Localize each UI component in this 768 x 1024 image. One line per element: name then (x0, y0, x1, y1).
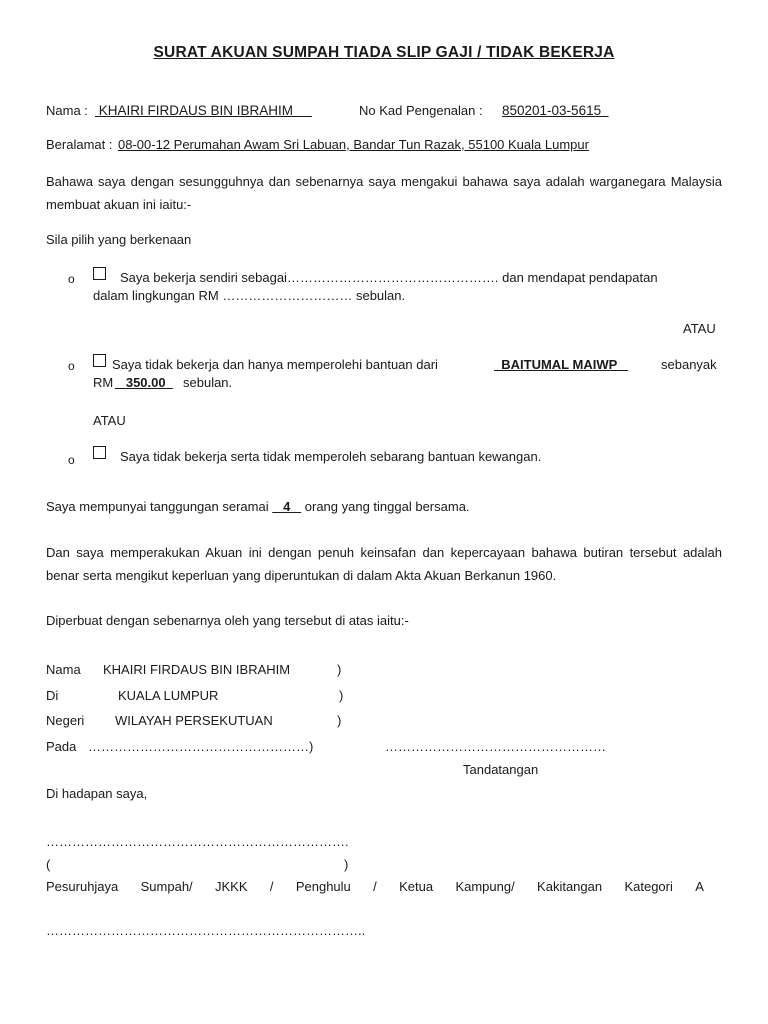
sig-paren: ) (337, 713, 342, 728)
sig-nama-label: Nama (46, 662, 81, 677)
role-word: Kampung/ (455, 879, 515, 894)
sig-signature-label: Tandatangan (463, 762, 539, 777)
dependents-after: orang yang tinggal bersama. (304, 499, 470, 514)
option3-text: Saya tidak bekerja serta tidak memperoleh sebarang bantuan kewangan. (120, 449, 542, 464)
ic-label: No Kad Pengenalan : (359, 103, 483, 118)
aid-source (494, 357, 628, 372)
dependents-count (272, 499, 301, 514)
role-word: Kategori (624, 879, 673, 894)
sig-pada-label: Pada (46, 739, 77, 754)
bullet-icon: o (68, 453, 75, 467)
sig-nama-value: KHAIRI FIRDAUS BIN IBRAHIM (103, 662, 291, 677)
role-word: / (269, 879, 274, 894)
option2-sebanyak: sebanyak (661, 357, 717, 372)
dependents-before: Saya mempunyai tanggungan seramai (46, 499, 269, 514)
nama-label: Nama : (46, 103, 88, 118)
role-word: / (373, 879, 377, 894)
checkbox-self-employed[interactable] (93, 267, 106, 280)
witness-close-paren: ) (344, 857, 349, 872)
checkbox-receives-aid[interactable] (93, 354, 106, 367)
aid-amount (115, 375, 173, 390)
witness-roles (46, 879, 704, 894)
or-label-2: ATAU (93, 413, 126, 428)
nama-value (95, 103, 312, 118)
ic-value-text: 850201-03-5615 (502, 103, 602, 118)
sig-signature-dots: …………………………………………… (385, 739, 606, 754)
aid-source-text: BAITUMAL MAIWP (501, 357, 618, 372)
sig-pada-dots: ……………………………………………) (88, 739, 314, 754)
dependents-count-text: 4 (283, 499, 291, 514)
option1-line1: Saya bekerja sendiri sebagai…………………………………………. dan mendapat pendapatan (120, 270, 658, 285)
role-word: A (695, 879, 704, 894)
role-word: Sumpah/ (140, 879, 193, 894)
alamat-label: Beralamat : (46, 137, 113, 152)
bullet-icon: o (68, 272, 75, 286)
role-word: JKKK (215, 879, 248, 894)
role-word: Kakitangan (537, 879, 603, 894)
declaration-paragraph: Dan saya memperakukan Akuan ini dengan penuh keinsafan dan kepercayaan bahawa butiran tersebut adalah benar serta mengikut keperluan yang diperuntukan di dalam Akta Akuan Berkanun 1960. (46, 545, 722, 583)
sig-di-value: KUALA LUMPUR (118, 688, 219, 703)
option2-sebulan: sebulan. (183, 375, 233, 390)
made-by-line: Diperbuat dengan sebenarnya oleh yang tersebut di atas iaitu:- (46, 613, 409, 628)
nama-value-text: KHAIRI FIRDAUS BIN IBRAHIM (98, 103, 294, 118)
witness-dots-2: ……………………………………………………………….. (46, 923, 366, 938)
sig-paren: ) (337, 662, 342, 677)
or-label-1: ATAU (683, 321, 716, 336)
sig-paren: ) (339, 688, 344, 703)
option2-text: Saya tidak bekerja dan hanya memperolehi bantuan dari (112, 357, 438, 372)
witness-open-paren: ( (46, 857, 51, 872)
sig-negeri-value: WILAYAH PERSEKUTUAN (115, 713, 273, 728)
witness-label: Di hadapan saya, (46, 786, 148, 801)
option2-rm: RM (93, 375, 114, 390)
sig-di-label: Di (46, 688, 59, 703)
checkbox-no-aid[interactable] (93, 446, 106, 459)
bullet-icon: o (68, 359, 75, 373)
role-word: Ketua (399, 879, 434, 894)
option1-line2: dalam lingkungan RM ………………………… sebulan. (93, 288, 406, 303)
alamat-value: 08-00-12 Perumahan Awam Sri Labuan, Bandar Tun Razak, 55100 Kuala Lumpur (118, 137, 589, 152)
witness-dots-1: ……………………………………………………………. (46, 834, 349, 849)
role-word: Pesuruhjaya (46, 879, 119, 894)
dependents-line (46, 499, 470, 514)
role-word: Penghulu (295, 879, 351, 894)
choose-label: Sila pilih yang berkenaan (46, 232, 192, 247)
ic-value (502, 103, 609, 118)
aid-amount-text: 350.00 (125, 375, 166, 390)
sig-negeri-label: Negeri (46, 713, 85, 728)
document-title: SURAT AKUAN SUMPAH TIADA SLIP GAJI / TIDAK BEKERJA (153, 44, 615, 61)
intro-paragraph: Bahawa saya dengan sesungguhnya dan sebenarnya saya mengakui bahawa saya adalah warganegara Malaysia membuat akuan ini iaitu:- (46, 174, 722, 212)
